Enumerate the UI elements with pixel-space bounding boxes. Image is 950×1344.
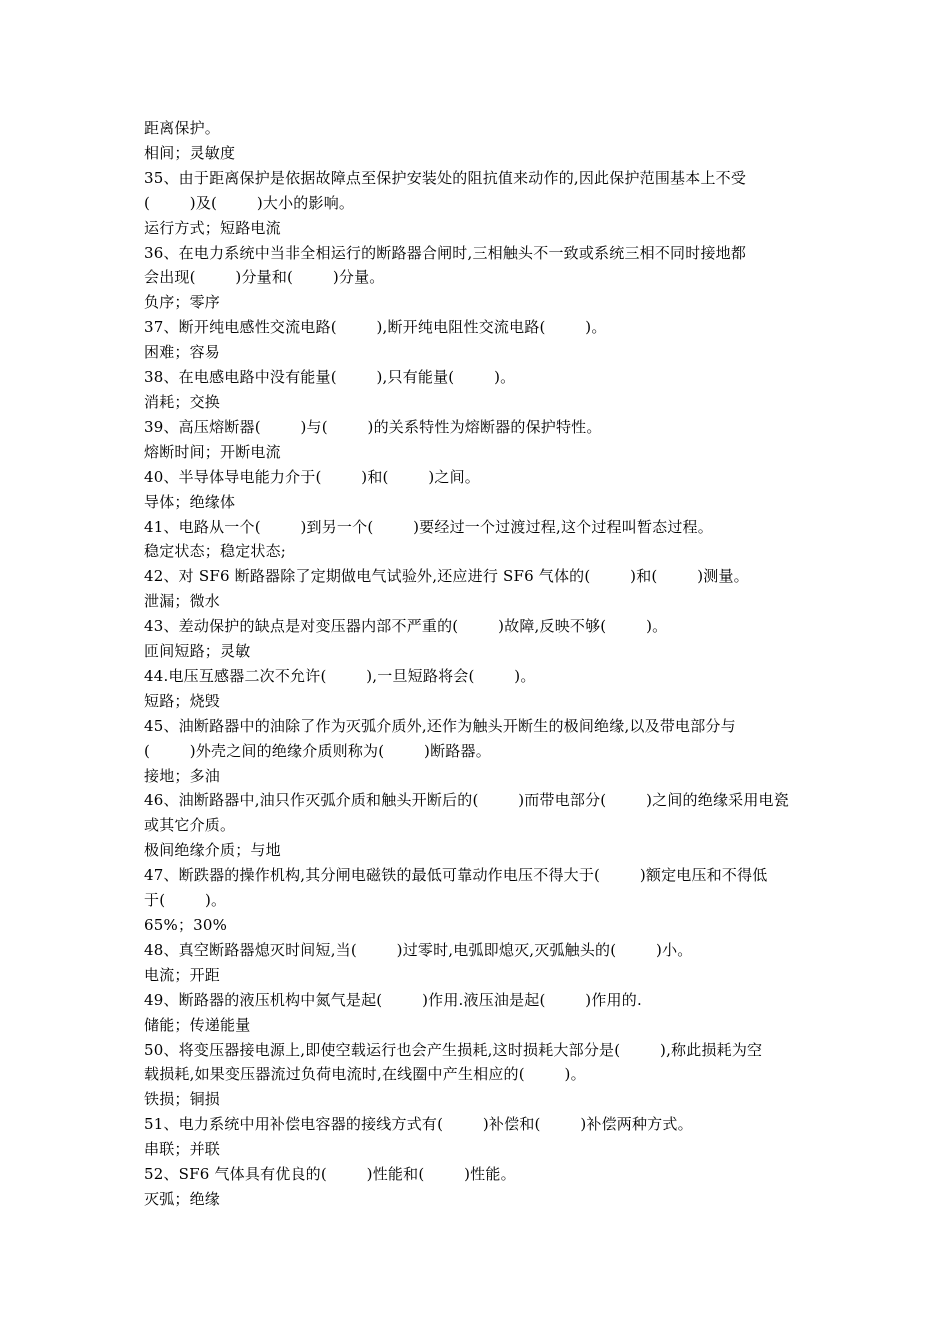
text-line: 短路；烧毁 [144,691,221,710]
text-line: 泄漏；微水 [144,592,221,611]
text-line: 44.电压互感器二次不允许( ),一旦短路将会( )。 [144,666,536,685]
text-line: 或其它介质。 [144,816,236,835]
text-line: 负序；零序 [144,293,221,312]
text-line: 35、由于距离保护是依据故障点至保护安装处的阻抗值来动作的,因此保护范围基本上不受 [144,168,747,187]
text-line: 导体；绝缘体 [144,492,236,511]
text-line: 匝间短路；灵敏 [144,642,251,661]
text-line: 稳定状态；稳定状态; [144,542,287,561]
text-line: 46、油断路器中,油只作灭弧介质和触头开断后的( )而带电部分( )之间的绝缘采用电瓷 [144,791,789,810]
text-line: 41、电路从一个( )到另一个( )要经过一个过渡过程,这个过程叫暂态过程。 [144,517,713,536]
text-line: 39、高压熔断器( )与( )的关系特性为熔断器的保护特性。 [144,417,602,436]
text-line: 40、半导体导电能力介于( )和( )之间。 [144,467,480,486]
text-line: 45、油断路器中的油除了作为灭弧介质外,还作为触头开断生的极间绝缘,以及带电部分与 [144,716,736,735]
text-line: 47、断跌器的操作机构,其分闸电磁铁的最低可靠动作电压不得大于( )额定电压和不得低 [144,866,768,885]
text-line: 36、在电力系统中当非全相运行的断路器合闸时,三相触头不一致或系统三相不同时接地都 [144,243,747,262]
text-line: 困难；容易 [144,343,221,362]
text-line: 49、断路器的液压机构中氮气是起( )作用.液压油是起( )作用的. [144,990,642,1009]
text-line: 接地；多油 [144,766,221,785]
text-line: 37、断开纯电感性交流电路( ),断开纯电阻性交流电路( )。 [144,318,607,337]
text-line: 载损耗,如果变压器流过负荷电流时,在线圈中产生相应的( )。 [144,1065,586,1084]
text-line: 48、真空断路器熄灭时间短,当( )过零时,电弧即熄灭,灭弧触头的( )小。 [144,940,693,959]
text-line: 距离保护。 [144,119,221,137]
text-line: 铁损；铜损 [144,1090,221,1109]
text-line: 43、差动保护的缺点是对变压器内部不严重的( )故障,反映不够( )。 [144,617,668,636]
text-line: 52、SF6 气体具有优良的( )性能和( )性能。 [144,1165,516,1184]
text-line: ( )外壳之间的绝缘介质则称为( )断路器。 [144,741,491,760]
text-line: 消耗；交换 [144,392,221,411]
text-line: 51、电力系统中用补偿电容器的接线方式有( )补偿和( )补偿两种方式。 [144,1115,693,1134]
text-line: 熔断时间；开断电流 [144,442,281,461]
text-line: 极间绝缘介质；与地 [144,841,281,860]
text-line: 会出现( )分量和( )分量。 [144,268,385,287]
text-line: 50、将变压器接电源上,即使空载运行也会产生损耗,这时损耗大部分是( ),称此损耗为空 [144,1040,763,1059]
text-line: 于( )。 [144,891,227,910]
text-line: 运行方式；短路电流 [144,218,281,237]
text-line: ( )及( )大小的影响。 [144,193,355,212]
text-line: 42、对 SF6 断路器除了定期做电气试验外,还应进行 SF6 气体的( )和( )测量。 [144,567,749,586]
text-line: 电流；开距 [144,965,221,984]
text-line: 相间；灵敏度 [144,143,236,162]
text-line: 储能；传递能量 [144,1015,251,1034]
text-line: 串联；并联 [144,1140,221,1159]
document-page [144,116,816,1212]
text-line: 38、在电感电路中没有能量( ),只有能量( )。 [144,368,516,387]
text-line: 65%；30% [144,916,228,934]
text-line: 灭弧；绝缘 [144,1189,221,1208]
